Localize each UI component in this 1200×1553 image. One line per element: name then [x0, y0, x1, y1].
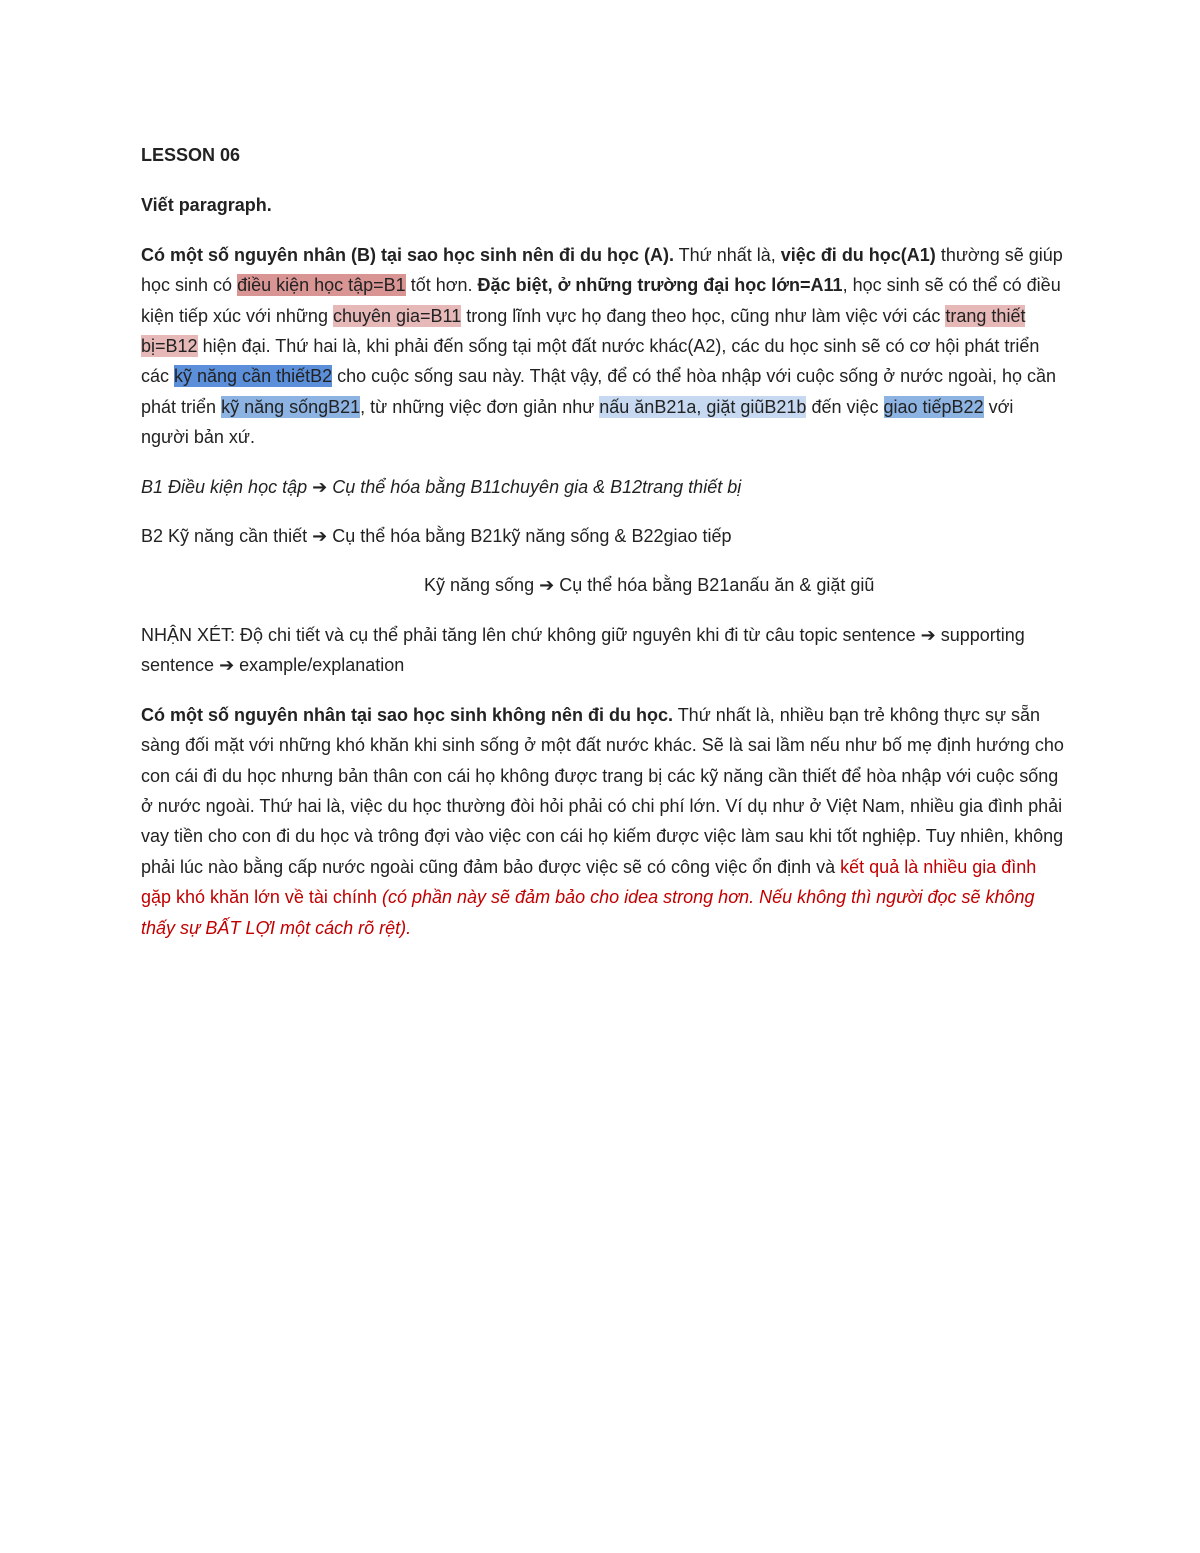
lesson-title: LESSON 06 — [141, 145, 241, 165]
breakdown-text: chuyên gia — [501, 476, 589, 497]
breakdown-label: B2 Kỹ năng cần thiết — [141, 526, 313, 547]
arrow-right-icon: ➔ — [920, 624, 936, 645]
highlight-b1: điều kiện học tập=B1 — [237, 275, 406, 296]
highlight-b12: trang thiết bị=B12 — [141, 305, 1026, 357]
breakdown-b1 — [141, 472, 1066, 502]
lesson-subtitle: Viết paragraph. — [141, 195, 272, 216]
text-run: Thứ nhất là, — [674, 244, 781, 265]
text-run: với người bản xứ. — [141, 396, 1014, 448]
breakdown-text: Cụ thể hóa bằng B21anấu ăn & giặt giũ — [554, 575, 875, 596]
breakdown-b21 — [141, 570, 1066, 600]
highlight-b21a: nấu ănB21a — [599, 396, 697, 417]
arrow-right-icon: ➔ — [539, 575, 555, 596]
note-text: supporting sentence — [141, 624, 1025, 676]
highlight-b21b: , giặt giũB21b — [696, 396, 807, 417]
highlight-b22: giao tiếpB22 — [883, 396, 984, 417]
text-run: Thứ nhất là, nhiều bạn trẻ không thực sự sẵn sàng đối mặt với những khó khăn khi sinh sống ở một đất nước khác. Sẽ là sai lầm nếu như bố mẹ định hướng cho con cái đi du học nhưng bản thân con cái họ không được trang bị các kỹ năng cần thiết để hòa nhập với cuộc sống ở nước ngoài. Thứ hai là, việc du học thường đòi hỏi phải có chi phí lớn. Ví dụ như ở Việt Nam, nhiều gia đình phải vay tiền cho con đi du học và trông đợi vào việc con cái họ kiếm được việc làm sau khi tốt nghiệp. Tuy nhiên, không phải lúc nào bằng cấp nước ngoài cũng đảm bảo được việc sẽ có công việc ổn định và — [141, 704, 1064, 877]
emphasis-red: kết quả là nhiều gia đình gặp khó khăn lớn về tài chính — [141, 856, 1037, 908]
paragraph-example-1 — [141, 240, 1066, 453]
note-text: NHẬN XÉT: Độ chi tiết và cụ thể phải tăng lên chứ không giữ nguyên khi đi từ câu topic sentence — [141, 624, 921, 645]
highlight-b11: chuyên gia=B11 — [332, 305, 462, 326]
text-run: hiện đại. Thứ hai là, khi phải đến sống tại một đất nước khác(A2), các du học sinh sẽ có cơ hội phát triển các — [141, 336, 1040, 387]
breakdown-text: Cụ thể hóa bằng B11 — [327, 476, 502, 497]
breakdown-text: Cụ thể hóa bằng B21kỹ năng sống & B22giao tiếp — [327, 526, 732, 547]
breakdown-text: & B12 — [588, 476, 643, 497]
text-run: thường sẽ giúp học sinh có — [141, 244, 1063, 296]
text-run: tốt hơn. — [405, 275, 478, 296]
document-body — [141, 140, 1066, 962]
highlight-b2: kỹ năng cần thiếtB2 — [174, 366, 333, 387]
text-run: , học sinh sẽ có thể có điều kiện tiếp xúc với những — [141, 275, 1061, 326]
text-run-bold: Đặc biệt, ở những trường đại học lớn=A11 — [477, 275, 843, 296]
arrow-right-icon: ➔ — [312, 476, 328, 497]
highlight-b21: kỹ năng sốngB21 — [221, 396, 361, 417]
breakdown-label: Kỹ năng sống — [424, 575, 540, 596]
text-run: cho cuộc sống sau này. Thật vậy, để có thể hòa nhập với cuộc sống ở nước ngoài, họ cần phát triển — [141, 366, 1057, 417]
arrow-right-icon: ➔ — [312, 526, 328, 547]
topic-sentence: Có một số nguyên nhân tại sao học sinh không nên đi du học. — [141, 704, 674, 725]
topic-sentence: Có một số nguyên nhân (B) tại sao học sinh nên đi du học (A). — [141, 244, 674, 265]
breakdown-b2 — [141, 521, 1066, 551]
text-run: , từ những việc đơn giản như — [360, 396, 600, 417]
breakdown-label: B1 Điều kiện học tập — [141, 476, 308, 497]
text-run: đến việc — [806, 396, 884, 417]
arrow-right-icon: ➔ — [219, 655, 235, 676]
text-run-bold: việc đi du học(A1) — [780, 244, 936, 265]
teacher-note — [141, 620, 1066, 681]
paragraph-example-2 — [141, 700, 1066, 943]
comment-red-italic: (có phần này sẽ đảm bảo cho idea strong hơn. Nếu không thì người đọc sẽ không thấy sự BẤT LỢI một cách rõ rệt). — [141, 887, 1035, 938]
breakdown-text: trang thiết bị — [642, 476, 742, 497]
note-text: example/explanation — [234, 655, 405, 676]
text-run: trong lĩnh vực họ đang theo học, cũng như làm việc với các — [461, 305, 946, 326]
